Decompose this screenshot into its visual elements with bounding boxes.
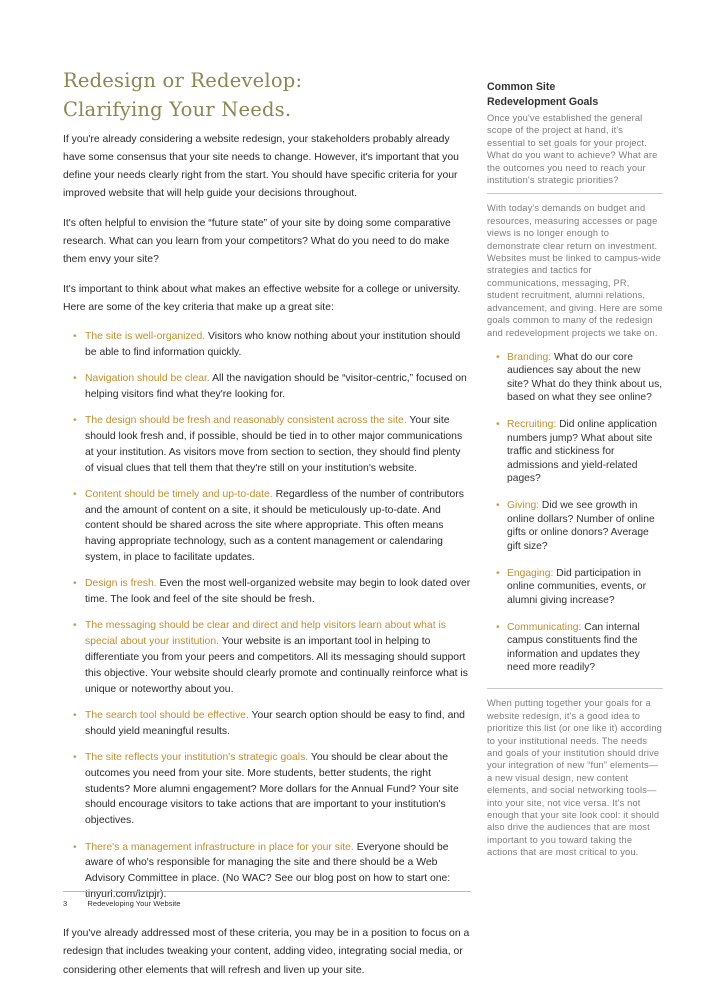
- list-item: [63, 618, 471, 697]
- closing-paragraph: If you've already addressed most of these criteria, you may be in a position to focus on a redesign that includes tweaking your content, adding video, integrating social media, or considering other elements that will refresh and liven up your site.: [63, 927, 470, 976]
- goal-text: Did online application numbers jump? What about site traffic and stickiness for admissions and yield-related pages?: [507, 419, 657, 485]
- sidebar-title-line2: Redevelopment Goals: [487, 96, 599, 108]
- criteria-lead: The site reflects your institution's strategic goals.: [85, 752, 309, 764]
- bullet-icon: •: [73, 578, 77, 590]
- criteria-list: [63, 329, 471, 903]
- goal-lead: Engaging:: [507, 567, 554, 579]
- bullet-icon: •: [73, 620, 77, 632]
- page-number: 3: [63, 899, 68, 908]
- goal-lead: Recruiting:: [507, 419, 557, 431]
- bullet-icon: •: [73, 709, 77, 721]
- criteria-text: Everyone should be aware of who's responsible for managing the site and there should be a Web Advisory Committee in place. (No WAC? See our blog post on how to start one: tinyurl.com/lztpjr).: [85, 841, 451, 900]
- goal-text: Can internal campus constituents find the information and updates they need more readily?: [507, 621, 640, 674]
- criteria-text: You should be clear about the outcomes you need from your site. More students, better students, the right students? More alumni engagement? More dollars for the Annual Fund? Your site should encourage visitors to take actions that are important to your institution's objectives.: [85, 752, 459, 827]
- bullet-icon: •: [73, 841, 77, 853]
- bullet-icon: •: [496, 351, 500, 363]
- bullet-icon: •: [496, 621, 500, 633]
- goal-text: Did participation in online communities, events, or alumni giving increase?: [507, 567, 647, 606]
- footer-doc-title: Redeveloping Your Website: [87, 899, 181, 908]
- sidebar-roi-paragraph: With today's demands on budget and resources, measuring accesses or page views is no longer enough to demonstrate clear return on investment. Websites must be linked to campus-wide strategies and tactics for communications, messaging, PR, student recruitment, alumni relations, advancement, and giving. Here are some goals common to many of the redesign and redevelopment projects we take on.: [487, 203, 663, 338]
- criteria-lead: Design is fresh.: [85, 578, 157, 590]
- list-item: [63, 576, 471, 608]
- bullet-icon: •: [496, 567, 500, 579]
- page-title-line1: Redesign or Redevelop:: [63, 69, 303, 92]
- page-footer: [63, 899, 181, 908]
- criteria-lead: The search tool should be effective.: [85, 709, 249, 721]
- list-item: [63, 371, 471, 403]
- bullet-icon: •: [73, 415, 77, 427]
- list-item: [487, 499, 663, 553]
- criteria-text: Your site should look fresh and, if possible, should be tied in to other major communications at your institution. As visitors move from section to section, they should find plenty of visual clues that tell them that they're still on your institution's website.: [85, 415, 463, 474]
- criteria-text: Regardless of the number of contributors and the amount of content on a site, it should be meticulously up-to-date. And content should be shared across the site where appropriate. This often means having appropriate technology, such as a content management or calendaring system, in place to facilitate updates.: [85, 488, 464, 564]
- sidebar-title-line1: Common Site: [487, 81, 556, 93]
- criteria-lead: The site is well-organized.: [85, 331, 206, 342]
- main-column: [63, 66, 471, 991]
- sidebar-divider: [487, 688, 663, 689]
- sidebar-closing-paragraph: When putting together your goals for a website redesign, it's a good idea to prioritize this list (or one like it) according to your institutional needs. The needs and goals of your institution should drive your integration of new “fun” elements—a new visual design, new content elements, and social networking tools—into your site, not vice versa. It's not enough that your site look cool: it should also drive the audiences that are most important to you toward taking the actions that are most critical to you.: [487, 698, 662, 858]
- list-item: [63, 840, 471, 903]
- list-item: [63, 750, 471, 829]
- criteria-lead: Content should be timely and up-to-date.: [85, 488, 273, 500]
- list-item: [487, 567, 663, 608]
- sidebar-divider: [487, 193, 663, 194]
- intro-paragraph: If you're already considering a website redesign, your stakeholders probably already have some consensus that your site needs to change. However, it's important that you define your needs clearly right from the start. You should have specific criteria for your improved website that will help guide your decisions throughout.: [63, 134, 459, 199]
- list-item: [63, 329, 471, 361]
- goal-lead: Branding:: [507, 351, 552, 363]
- criteria-text: Visitors who know nothing about your institution should be able to find information quickly.: [85, 331, 461, 358]
- footer-divider: [63, 891, 471, 892]
- criteria-lead: The design should be fresh and reasonably consistent across the site.: [85, 415, 407, 427]
- page-title: [63, 66, 471, 124]
- criteria-lead: The messaging should be clear and direct and help visitors learn about what is special about your institution.: [85, 620, 446, 648]
- list-item: [63, 708, 471, 740]
- bullet-icon: •: [73, 331, 77, 342]
- list-item: [63, 413, 471, 476]
- page-title-line2: Clarifying Your Needs.: [63, 98, 292, 121]
- criteria-intro-paragraph: It's important to think about what makes an effective website for a college or university. Here are some of the key criteria that make up a great site:: [63, 284, 461, 313]
- list-item: [487, 418, 663, 486]
- goal-lead: Communicating:: [507, 621, 582, 633]
- list-item: [63, 487, 471, 566]
- criteria-text: Even the most well-organized website may begin to look dated over time. The look and feel of the site should be fresh.: [85, 578, 471, 606]
- criteria-lead: There's a management infrastructure in place for your site.: [85, 841, 354, 853]
- goal-text: Did we see growth in online dollars? Number of online gifts or online donors? Average gift size?: [507, 500, 655, 552]
- bullet-icon: •: [496, 419, 500, 431]
- list-item: [487, 621, 663, 675]
- goal-text: What do our core audiences say about the new site? What do they think about us, based on what they see online?: [507, 351, 663, 404]
- criteria-text: Your website is an important tool in helping to differentiate you from your peers and competitors. All its messaging should support this objective. Your website should clearly promote and continually reinforce what is unique or noteworthy about you.: [85, 636, 468, 695]
- list-item: [487, 351, 663, 405]
- bullet-icon: •: [73, 488, 77, 500]
- goals-list: [487, 351, 663, 675]
- bullet-icon: •: [496, 500, 500, 512]
- sidebar: [487, 80, 663, 859]
- criteria-text: Your search option should be easy to find, and should yield meaningful results.: [85, 709, 465, 737]
- criteria-lead: Navigation should be clear.: [85, 373, 210, 385]
- goal-lead: Giving:: [507, 500, 540, 512]
- sidebar-title: [487, 80, 663, 110]
- bullet-icon: •: [73, 752, 77, 764]
- sidebar-intro-paragraph: Once you've established the general scope of the project at hand, it's essential to set goals for your project. What do you want to achieve? What are the outcomes you need to reach your institution's strategic priorities?: [487, 113, 658, 186]
- criteria-text: All the navigation should be “visitor-centric,” focused on helping visitors find what they're looking for.: [85, 373, 467, 400]
- bullet-icon: •: [73, 373, 77, 385]
- future-state-paragraph: It's often helpful to envision the “future state” of your site by doing some comparative research. What can you learn from your competitors? What do you need to do make them envy your site?: [63, 218, 451, 265]
